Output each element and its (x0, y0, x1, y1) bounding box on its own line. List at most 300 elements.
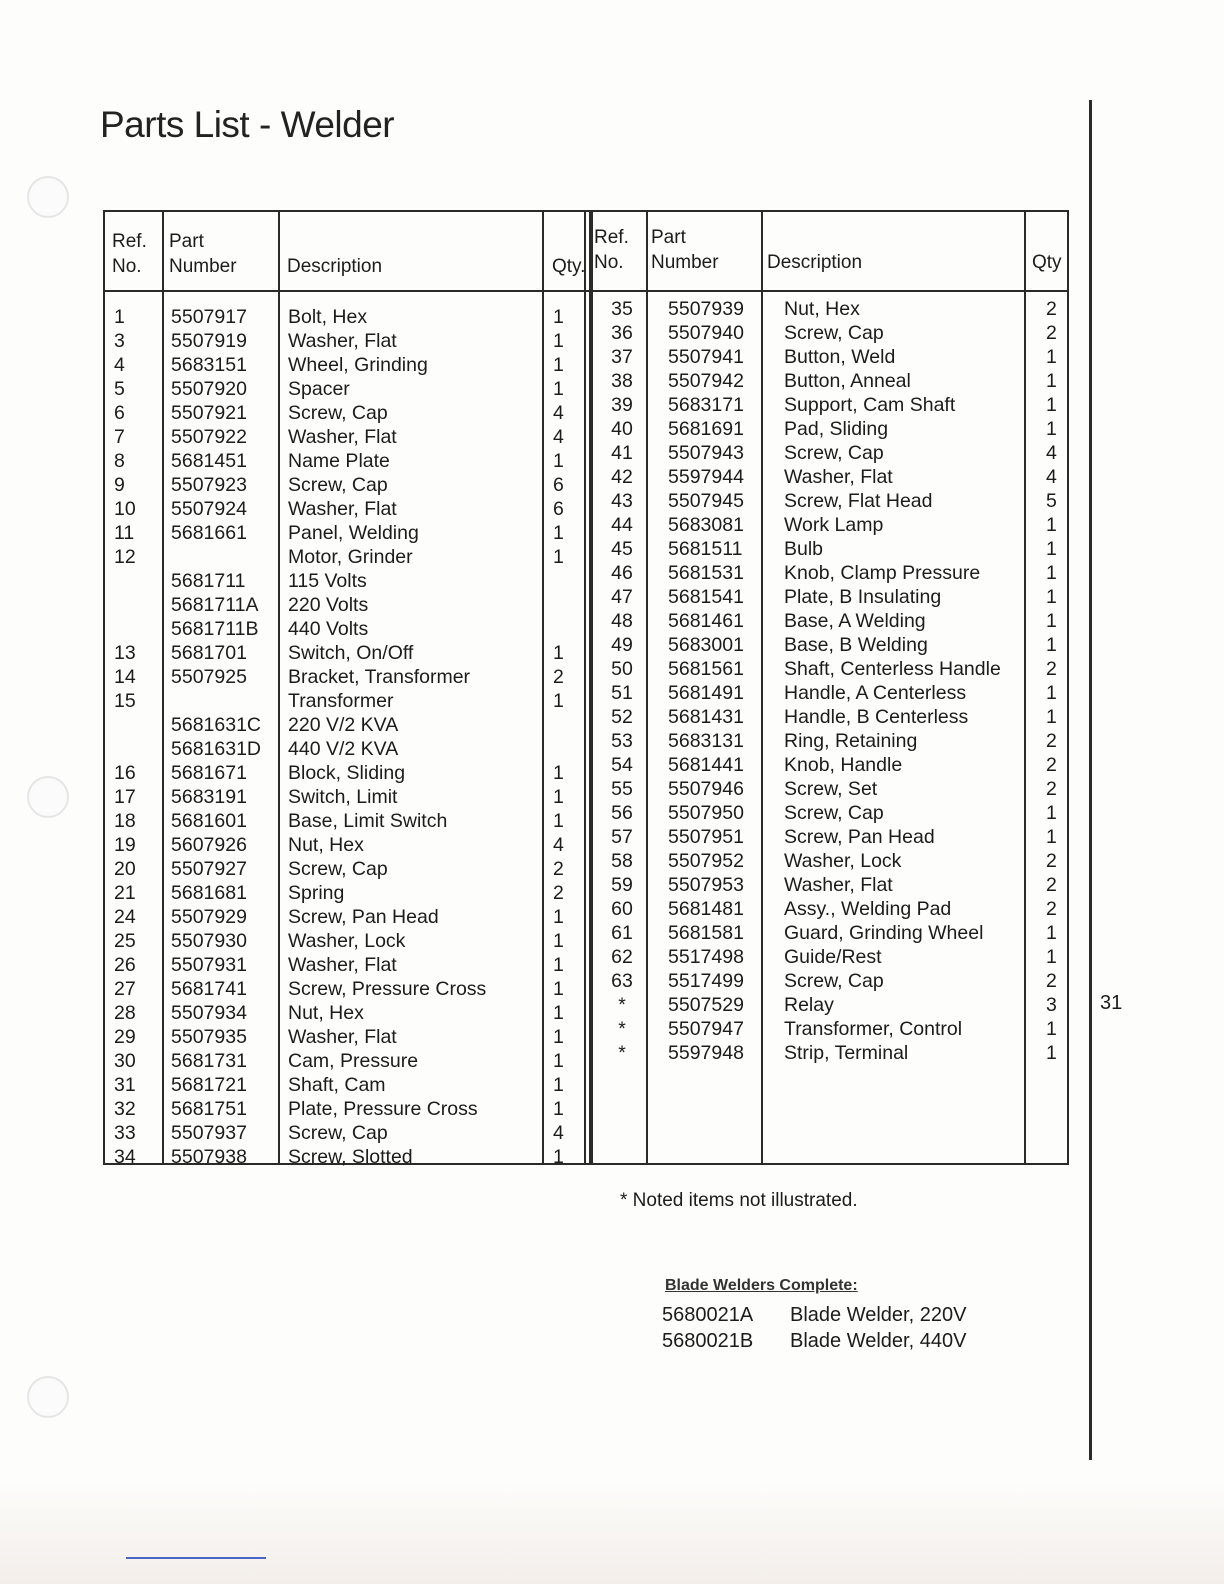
table-row (591, 585, 1067, 609)
description-cell: Screw, Cap (784, 442, 884, 464)
ref-cell: 39 (611, 394, 633, 416)
part-number-cell: 5681731 (171, 1050, 247, 1072)
part-number-cell: 5681681 (171, 882, 247, 904)
qty-cell: 1 (1046, 562, 1057, 584)
description-cell: Screw, Pressure Cross (288, 978, 487, 1000)
ref-cell: 29 (114, 1026, 136, 1048)
table-row (105, 1073, 591, 1097)
part-number-cell: 5683001 (668, 634, 744, 656)
table-row (591, 441, 1067, 465)
table-row (105, 953, 591, 977)
ref-cell: 50 (611, 658, 633, 680)
part-number-cell: 5681451 (171, 450, 247, 472)
qty-cell: 1 (553, 954, 564, 976)
part-number-cell: 5507943 (668, 442, 744, 464)
part-number-cell: 5681491 (668, 682, 744, 704)
qty-cell: 5 (1046, 490, 1057, 512)
table-row (591, 1041, 1067, 1065)
table-row (105, 377, 591, 401)
table-row (591, 417, 1067, 441)
table-row (591, 633, 1067, 657)
ref-cell: * (618, 1042, 626, 1064)
description-cell: Work Lamp (784, 514, 884, 536)
table-row (591, 609, 1067, 633)
description-cell: Bracket, Transformer (288, 666, 471, 688)
qty-cell: 2 (553, 858, 564, 880)
ref-cell: 21 (114, 882, 136, 904)
left-rows (105, 305, 591, 1169)
description-cell: Bolt, Hex (288, 306, 368, 328)
qty-cell: 1 (553, 1050, 564, 1072)
description-cell: Guard, Grinding Wheel (784, 922, 984, 944)
description-cell: 440 V/2 KVA (288, 738, 399, 760)
description-cell: Strip, Terminal (784, 1042, 909, 1064)
table-row (105, 1025, 591, 1049)
qty-cell: 1 (553, 786, 564, 808)
table-row (105, 1049, 591, 1073)
description-cell: Handle, A Centerless (784, 682, 967, 704)
ref-cell: 52 (611, 706, 633, 728)
qty-cell: 1 (1046, 826, 1057, 848)
description-cell: 115 Volts (288, 570, 367, 592)
ref-cell: 42 (611, 466, 633, 488)
qty-cell: 1 (553, 450, 564, 472)
qty-cell: 2 (1046, 970, 1057, 992)
ref-cell: 49 (611, 634, 633, 656)
table-row (105, 305, 591, 329)
qty-cell: 3 (1046, 994, 1057, 1016)
part-number-cell: 5681711 (171, 570, 246, 592)
description-cell: Bulb (784, 538, 824, 560)
table-row (591, 297, 1067, 321)
table-row (591, 801, 1067, 825)
table-row (105, 713, 591, 737)
qty-cell: 1 (553, 330, 564, 352)
description-cell: Nut, Hex (288, 1002, 364, 1024)
description-cell: Block, Sliding (288, 762, 406, 784)
table-row (591, 513, 1067, 537)
ref-cell: 5 (114, 378, 125, 400)
qty-cell: 2 (1046, 298, 1057, 320)
description-cell: Plate, Pressure Cross (288, 1098, 478, 1120)
description-cell: Washer, Lock (288, 930, 406, 952)
qty-cell: 1 (553, 810, 564, 832)
ref-cell: 40 (611, 418, 633, 440)
part-number-cell: 5507937 (171, 1122, 247, 1144)
blade-welder-desc: Blade Welder, 220V (790, 1304, 967, 1326)
description-cell: Screw, Cap (288, 402, 388, 424)
description-cell: Screw, Pan Head (784, 826, 935, 848)
header-qty: Qty. (552, 256, 586, 277)
qty-cell: 2 (1046, 874, 1057, 896)
table-row (591, 969, 1067, 993)
bottom-link-line (126, 1557, 266, 1559)
table-row (591, 945, 1067, 969)
table-row (105, 881, 591, 905)
description-cell: Washer, Flat (288, 330, 397, 352)
part-number-cell: 5507945 (668, 490, 744, 512)
table-row (105, 641, 591, 665)
ref-cell: 15 (114, 690, 136, 712)
ref-cell: 3 (114, 330, 125, 352)
qty-cell: 4 (553, 426, 564, 448)
ref-cell: 25 (114, 930, 136, 952)
description-cell: Base, A Welding (784, 610, 926, 632)
blade-welder-part: 5680021A (662, 1304, 754, 1326)
header-description: Description (287, 256, 383, 277)
description-cell: Name Plate (288, 450, 390, 472)
description-cell: Spring (288, 882, 345, 904)
part-number-cell: 5507922 (171, 426, 247, 448)
part-number-cell: 5507941 (668, 346, 744, 368)
qty-cell: 1 (1046, 514, 1057, 536)
ref-cell: 26 (114, 954, 136, 976)
qty-cell: 1 (553, 1098, 564, 1120)
table-row (105, 473, 591, 497)
qty-cell: 2 (1046, 322, 1057, 344)
table-row (105, 665, 591, 689)
description-cell: Switch, On/Off (288, 642, 414, 664)
table-row (105, 689, 591, 713)
ref-cell: 17 (114, 786, 136, 808)
description-cell: Screw, Set (784, 778, 878, 800)
part-number-cell: 5681481 (668, 898, 744, 920)
part-number-cell: 5507950 (668, 802, 744, 824)
qty-cell: 1 (553, 354, 564, 376)
table-row (105, 425, 591, 449)
ref-cell: 54 (611, 754, 633, 776)
description-cell: 220 Volts (288, 594, 369, 616)
ref-cell: 35 (611, 298, 633, 320)
qty-cell: 2 (1046, 850, 1057, 872)
description-cell: Pad, Sliding (784, 418, 889, 440)
part-number-cell: 5507927 (171, 858, 247, 880)
part-number-cell: 5517498 (668, 946, 744, 968)
table-row (591, 993, 1067, 1017)
qty-cell: 1 (1046, 394, 1057, 416)
ref-cell: 19 (114, 834, 136, 856)
ref-cell: 9 (114, 474, 125, 496)
part-number-cell: 5517499 (668, 970, 744, 992)
qty-cell: 1 (1046, 346, 1057, 368)
part-number-cell: 5681661 (171, 522, 247, 544)
qty-cell: 1 (553, 762, 564, 784)
table-row (105, 329, 591, 353)
ref-cell: 36 (611, 322, 633, 344)
qty-cell: 2 (553, 882, 564, 904)
table-row (105, 929, 591, 953)
ref-cell: 46 (611, 562, 633, 584)
part-number-cell: 5507938 (171, 1146, 247, 1168)
description-cell: Plate, B Insulating (784, 586, 942, 608)
qty-cell: 1 (1046, 418, 1057, 440)
table-row (105, 785, 591, 809)
qty-cell: 1 (1046, 946, 1057, 968)
qty-cell: 4 (1046, 466, 1057, 488)
part-number-cell: 5683131 (668, 730, 744, 752)
description-cell: Knob, Clamp Pressure (784, 562, 981, 584)
description-cell: Transformer (288, 690, 394, 712)
ref-cell: 24 (114, 906, 136, 928)
table-row (105, 545, 591, 569)
ref-cell: 7 (114, 426, 125, 448)
parts-table-left (103, 210, 593, 1168)
part-number-cell: 5681631C (171, 714, 261, 736)
qty-cell: 1 (553, 378, 564, 400)
qty-cell: 1 (1046, 1042, 1057, 1064)
description-cell: Screw, Cap (784, 802, 884, 824)
ref-cell: 16 (114, 762, 136, 784)
part-number-cell: 5681671 (171, 762, 247, 784)
table-row (105, 497, 591, 521)
part-number-cell: 5681441 (668, 754, 744, 776)
table-row (105, 857, 591, 881)
description-cell: Screw, Cap (288, 1122, 388, 1144)
ref-cell: 48 (611, 610, 633, 632)
part-number-cell: 5507946 (668, 778, 744, 800)
qty-cell: 2 (1046, 898, 1057, 920)
description-cell: Washer, Flat (288, 426, 397, 448)
description-cell: Panel, Welding (288, 522, 419, 544)
table-row (591, 369, 1067, 393)
table-row (105, 449, 591, 473)
table-row (105, 833, 591, 857)
table-row (591, 777, 1067, 801)
qty-cell: 1 (553, 906, 564, 928)
part-number-cell: 5683081 (668, 514, 744, 536)
part-number-cell: 5507942 (668, 370, 744, 392)
part-number-cell: 5507953 (668, 874, 744, 896)
part-number-cell: 5681741 (171, 978, 247, 1000)
table-row (105, 737, 591, 761)
ref-cell: 18 (114, 810, 136, 832)
ref-cell: 6 (114, 402, 125, 424)
description-cell: Knob, Handle (784, 754, 903, 776)
header-description-right: Description (767, 252, 863, 273)
part-number-cell: 5507939 (668, 298, 744, 320)
table-row (591, 921, 1067, 945)
table-row (591, 825, 1067, 849)
part-number-cell: 5681461 (668, 610, 744, 632)
description-cell: Washer, Flat (288, 1026, 397, 1048)
part-number-cell: 5597944 (668, 466, 744, 488)
table-row (105, 1121, 591, 1145)
qty-cell: 4 (553, 1122, 564, 1144)
part-number-cell: 5681541 (668, 586, 744, 608)
ref-cell: 27 (114, 978, 136, 1000)
part-number-cell: 5681711A (171, 594, 259, 616)
ref-cell: 11 (114, 522, 135, 544)
description-cell: Washer, Flat (784, 874, 893, 896)
ref-cell: 28 (114, 1002, 136, 1024)
table-row (591, 489, 1067, 513)
description-cell: Screw, Pan Head (288, 906, 439, 928)
part-number-cell: 5507924 (171, 498, 247, 520)
description-cell: Button, Anneal (784, 370, 911, 392)
ref-cell: 58 (611, 850, 633, 872)
ref-cell: 60 (611, 898, 633, 920)
description-cell: 220 V/2 KVA (288, 714, 399, 736)
part-number-cell: 5507921 (171, 402, 247, 424)
ref-cell: 34 (114, 1146, 136, 1168)
table-row (105, 521, 591, 545)
description-cell: Screw, Cap (784, 322, 884, 344)
qty-cell: 1 (553, 690, 564, 712)
table-row (591, 345, 1067, 369)
description-cell: Handle, B Centerless (784, 706, 969, 728)
description-cell: Washer, Lock (784, 850, 902, 872)
part-number-cell: 5681581 (668, 922, 744, 944)
description-cell: 440 Volts (288, 618, 369, 640)
table-row (105, 353, 591, 377)
description-cell: Guide/Rest (784, 946, 882, 968)
part-number-cell: 5507940 (668, 322, 744, 344)
description-cell: Shaft, Cam (288, 1074, 386, 1096)
part-number-cell: 5681711B (171, 618, 259, 640)
binder-hole-top (27, 176, 69, 218)
qty-cell: 4 (553, 834, 564, 856)
ref-cell: 61 (611, 922, 633, 944)
ref-cell: 55 (611, 778, 633, 800)
part-number-cell: 5507934 (171, 1002, 247, 1024)
ref-cell: 59 (611, 874, 633, 896)
part-number-cell: 5681701 (171, 642, 247, 664)
ref-cell: 38 (611, 370, 633, 392)
right-rows (591, 297, 1067, 1065)
ref-cell: 51 (611, 682, 633, 704)
table-row (591, 873, 1067, 897)
ref-cell: 14 (114, 666, 136, 688)
qty-cell: 2 (1046, 754, 1057, 776)
table-row (105, 761, 591, 785)
qty-cell: 4 (553, 402, 564, 424)
ref-cell: 45 (611, 538, 633, 560)
description-cell: Nut, Hex (288, 834, 364, 856)
header-ref-right: Ref. No. (594, 227, 629, 273)
ref-cell: 13 (114, 642, 136, 664)
description-cell: Ring, Retaining (784, 730, 918, 752)
part-number-cell: 5607926 (171, 834, 247, 856)
description-cell: Washer, Flat (288, 498, 397, 520)
page-number: 31 (1100, 992, 1123, 1014)
header-part-number: Part Number (169, 231, 237, 277)
part-number-cell: 5507917 (171, 306, 247, 328)
table-row (105, 905, 591, 929)
description-cell: Spacer (288, 378, 350, 400)
table-row (105, 617, 591, 641)
qty-cell: 4 (1046, 442, 1057, 464)
description-cell: Shaft, Centerless Handle (784, 658, 1001, 680)
ref-cell: 62 (611, 946, 633, 968)
qty-cell: 1 (553, 1074, 564, 1096)
description-cell: Wheel, Grinding (288, 354, 428, 376)
part-number-cell: 5507951 (668, 826, 744, 848)
table-row (105, 809, 591, 833)
blade-welder-part: 5680021B (662, 1330, 754, 1352)
part-number-cell: 5507919 (171, 330, 247, 352)
part-number-cell: 5507935 (171, 1026, 247, 1048)
ref-cell: 43 (611, 490, 633, 512)
part-number-cell: 5681511 (668, 538, 743, 560)
qty-cell: 1 (553, 1026, 564, 1048)
qty-cell: 1 (1046, 610, 1057, 632)
qty-cell: 1 (553, 1002, 564, 1024)
blade-welder-desc: Blade Welder, 440V (790, 1330, 967, 1352)
ref-cell: 44 (611, 514, 633, 536)
qty-cell: 2 (553, 666, 564, 688)
ref-cell: 33 (114, 1122, 136, 1144)
description-cell: Motor, Grinder (288, 546, 413, 568)
qty-cell: 1 (553, 978, 564, 1000)
part-number-cell: 5507920 (171, 378, 247, 400)
table-row (591, 393, 1067, 417)
bottom-shade (0, 1480, 1224, 1584)
table-row (591, 537, 1067, 561)
part-number-cell: 5507931 (171, 954, 247, 976)
qty-cell: 1 (1046, 682, 1057, 704)
description-cell: Cam, Pressure (288, 1050, 419, 1072)
qty-cell: 1 (553, 522, 564, 544)
part-number-cell: 5597948 (668, 1042, 744, 1064)
description-cell: Relay (784, 994, 834, 1016)
description-cell: Transformer, Control (784, 1018, 963, 1040)
ref-cell: 1 (114, 306, 125, 328)
description-cell: Screw, Cap (784, 970, 884, 992)
table-row (105, 977, 591, 1001)
ref-cell: 8 (114, 450, 125, 472)
ref-cell: 56 (611, 802, 633, 824)
header-qty-right: Qty (1032, 252, 1062, 273)
header-part-number-right: Part Number (651, 227, 719, 273)
header-ref: Ref. No. (112, 231, 147, 277)
description-cell: Screw, Slotted (288, 1146, 413, 1168)
part-number-cell: 5681561 (668, 658, 744, 680)
ref-cell: * (618, 1018, 626, 1040)
qty-cell: 1 (553, 1146, 564, 1168)
table-row (591, 657, 1067, 681)
binder-hole-bottom (27, 1376, 69, 1418)
ref-cell: 37 (611, 346, 633, 368)
part-number-cell: 5507923 (171, 474, 247, 496)
table-row (591, 849, 1067, 873)
qty-cell: 1 (553, 930, 564, 952)
description-cell: Washer, Flat (784, 466, 893, 488)
description-cell: Assy., Welding Pad (784, 898, 952, 920)
ref-cell: 32 (114, 1098, 136, 1120)
description-cell: Screw, Flat Head (784, 490, 933, 512)
part-number-cell: 5681631D (171, 738, 261, 760)
part-number-cell: 5683171 (668, 394, 744, 416)
qty-cell: 1 (553, 306, 564, 328)
description-cell: Button, Weld (784, 346, 896, 368)
part-number-cell: 5507952 (668, 850, 744, 872)
qty-cell: 2 (1046, 730, 1057, 752)
qty-cell: 2 (1046, 778, 1057, 800)
qty-cell: 1 (1046, 370, 1057, 392)
qty-cell: 1 (1046, 706, 1057, 728)
table-row (591, 705, 1067, 729)
ref-cell: * (618, 994, 626, 1016)
ref-cell: 47 (611, 586, 633, 608)
table-row (591, 897, 1067, 921)
qty-cell: 1 (553, 642, 564, 664)
part-number-cell: 5683151 (171, 354, 247, 376)
part-number-cell: 5683191 (171, 786, 247, 808)
ref-cell: 57 (611, 826, 633, 848)
ref-cell: 41 (611, 442, 633, 464)
ref-cell: 20 (114, 858, 136, 880)
description-cell: Screw, Cap (288, 474, 388, 496)
